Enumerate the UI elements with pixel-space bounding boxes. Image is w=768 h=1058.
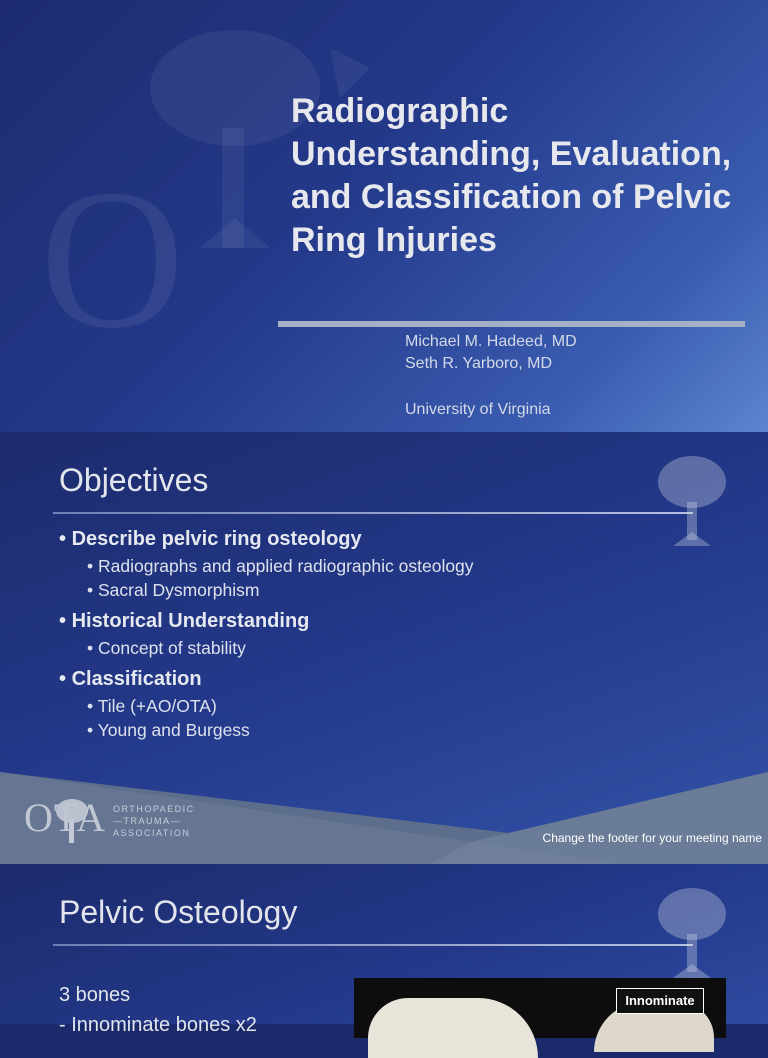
author-name: Michael M. Hadeed, MD bbox=[405, 333, 577, 350]
heading-divider bbox=[53, 512, 693, 514]
list-item: • Describe pelvic ring osteology bbox=[59, 528, 362, 550]
list-item: • Tile (+AO/OTA) bbox=[87, 696, 217, 716]
institution: University of Virginia bbox=[405, 401, 551, 418]
author-block bbox=[405, 331, 577, 421]
slide-heading: Objectives bbox=[59, 462, 209, 498]
watermark-o: O bbox=[40, 149, 185, 370]
corner-tree-icon bbox=[655, 454, 730, 549]
slide-body bbox=[59, 980, 257, 1040]
ota-logo-words: ORTHOPAEDIC —TRAUMA— ASSOCIATION bbox=[113, 804, 195, 838]
osteology-slide bbox=[0, 864, 768, 1036]
objectives-list bbox=[59, 524, 474, 742]
author-name: Seth R. Yarboro, MD bbox=[405, 355, 553, 372]
pelvis-photo bbox=[354, 978, 726, 1038]
corner-tree-icon bbox=[655, 886, 730, 981]
body-line: 3 bones bbox=[59, 984, 131, 1006]
list-item: • Historical Understanding bbox=[59, 610, 310, 632]
list-item: • Radiographs and applied radiographic osteology bbox=[87, 556, 474, 576]
body-line: - Innominate bones x2 bbox=[59, 1014, 257, 1036]
footer-text: Change the footer for your meeting name bbox=[542, 831, 762, 845]
bone-shape bbox=[368, 998, 538, 1058]
page-title: Radiographic Understanding, Evaluation, and Classification of Pelvic Ring Injuries bbox=[291, 92, 732, 259]
list-item: • Young and Burgess bbox=[87, 720, 250, 740]
list-item: • Sacral Dysmorphism bbox=[87, 580, 260, 600]
heading-divider bbox=[53, 944, 693, 946]
ota-logo-text: OTA bbox=[24, 795, 107, 840]
title-slide bbox=[0, 0, 768, 432]
image-label: Innominate bbox=[616, 988, 704, 1014]
slide-heading: Pelvic Osteology bbox=[59, 894, 298, 930]
title-divider bbox=[278, 321, 745, 327]
list-item: • Classification bbox=[59, 668, 202, 690]
objectives-slide bbox=[0, 432, 768, 864]
list-item: • Concept of stability bbox=[87, 638, 246, 658]
